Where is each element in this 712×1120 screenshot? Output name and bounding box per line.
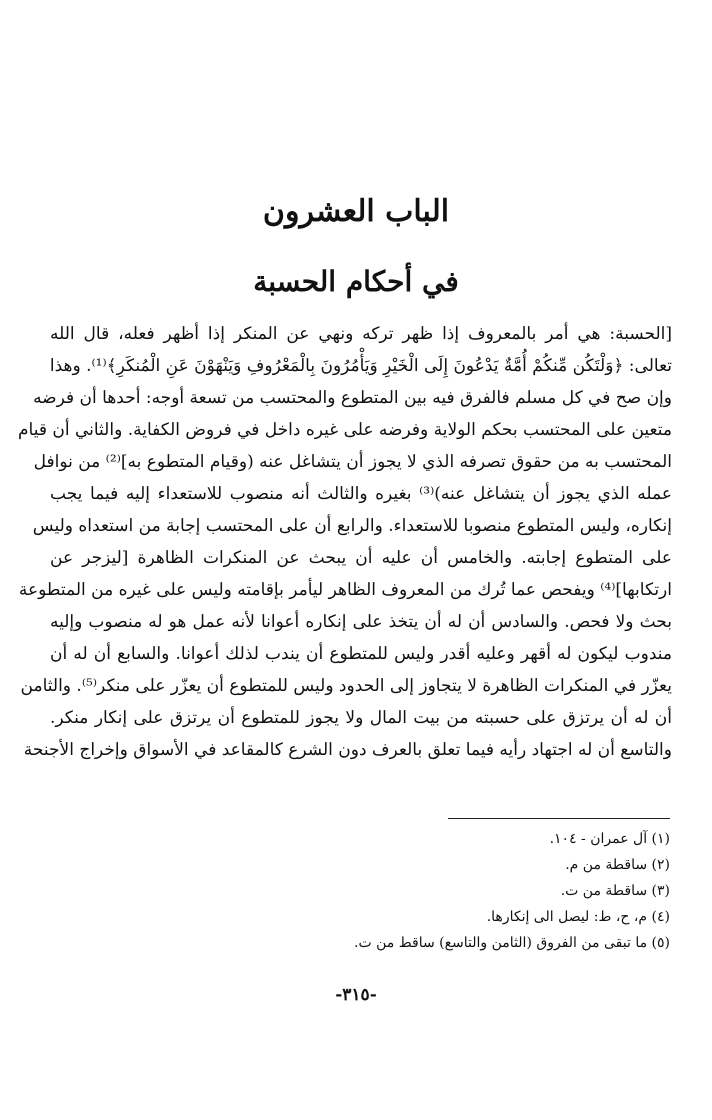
body-paragraph [18, 318, 673, 766]
body-line: تعالى: ﴿وَلْتَكُن مِّنكُمْ أُمَّةٌ يَدْعُونَ إِلَى الْخَيْرِ وَيَأْمُرُونَ بِالْمَعْرُوفِ وَيَنْهَوْنَ عَنِ الْمُنكَرِ﴾⁽¹⁾. وهذا [49, 356, 672, 376]
body-line: إنكاره، وليس المتطوع منصوبا للاستعداء. والرابع أن على المحتسب إجابة من استعداه وليس [32, 516, 672, 536]
body-line: على المتطوع إجابته. والخامس أن عليه أن يبحث عن المنكرات الظاهرة [ليزجر عن [50, 548, 672, 568]
footnote-item: (١) آل عمران - ١٠٤. [549, 831, 670, 847]
footnotes-list [110, 826, 670, 956]
body-line: مندوب ليكون له أقهر وعليه أقدر وليس للمتطوع أن يندب لذلك أعوانا. والسابع أن له أن [50, 644, 672, 664]
footnote-item: (٤) م، ح، ط: ليصل الى إنكارها. [486, 909, 670, 925]
body-line: بحث ولا فحص. والسادس أن له أن يتخذ على إنكاره أعوانا لأنه عمل هو له منصوب وإليه [50, 612, 672, 632]
body-line: عمله الذي يجوز أن يتشاغل عنه)⁽³⁾ بغيره والثالث أنه منصوب للاستعداء إليه فيما يجب [50, 484, 673, 504]
body-line: المحتسب به من حقوق تصرفه الذي لا يجوز أن يتشاغل عنه (وقيام المتطوع به]⁽²⁾ من نوافل [33, 452, 672, 472]
chapter-title: الباب العشرون [262, 194, 450, 229]
footnote-divider [448, 818, 670, 819]
body-line: والتاسع أن له اجتهاد رأيه فيما تعلق بالعرف دون الشرع كالمقاعد في الأسواق وإخراج الأجنحة [23, 740, 672, 760]
body-line: متعين على المحتسب بحكم الولاية وفرضه على غيره داخل في فروض الكفاية. والثاني أن قيام [18, 420, 672, 440]
footnote-item: (٣) ساقطة من ت. [560, 883, 670, 899]
chapter-subtitle: في أحكام الحسبة [253, 265, 459, 298]
footnote-item: (٢) ساقطة من م. [565, 857, 670, 873]
page-number: -٣١٥- [335, 985, 377, 1005]
body-line: [الحسبة: هي أمر بالمعروف إذا ظهر تركه ونهي عن المنكر إذا أظهر فعله، قال الله [50, 324, 672, 344]
footnote-item: (٥) ما تبقى من الفروق (الثامن والتاسع) ساقط من ت. [354, 935, 670, 951]
body-line: يعزّر في المنكرات الظاهرة لا يتجاوز إلى الحدود وليس للمتطوع أن يعزّر على منكر⁽⁵⁾. والثامن [20, 676, 672, 696]
body-line: ارتكابها]⁽⁴⁾ ويفحص عما تُرك من المعروف الظاهر ليأمر بإقامته وليس على غيره من المتطوعة [18, 580, 672, 600]
body-line: أن له أن يرتزق على حسبته من بيت المال ولا يجوز للمتطوع أن يرتزق على إنكار منكر. [50, 708, 672, 728]
body-line: وإن صح في كل مسلم فالفرق فيه بين المتطوع والمحتسب من تسعة أوجه: أحدها أن فرضه [33, 388, 672, 408]
